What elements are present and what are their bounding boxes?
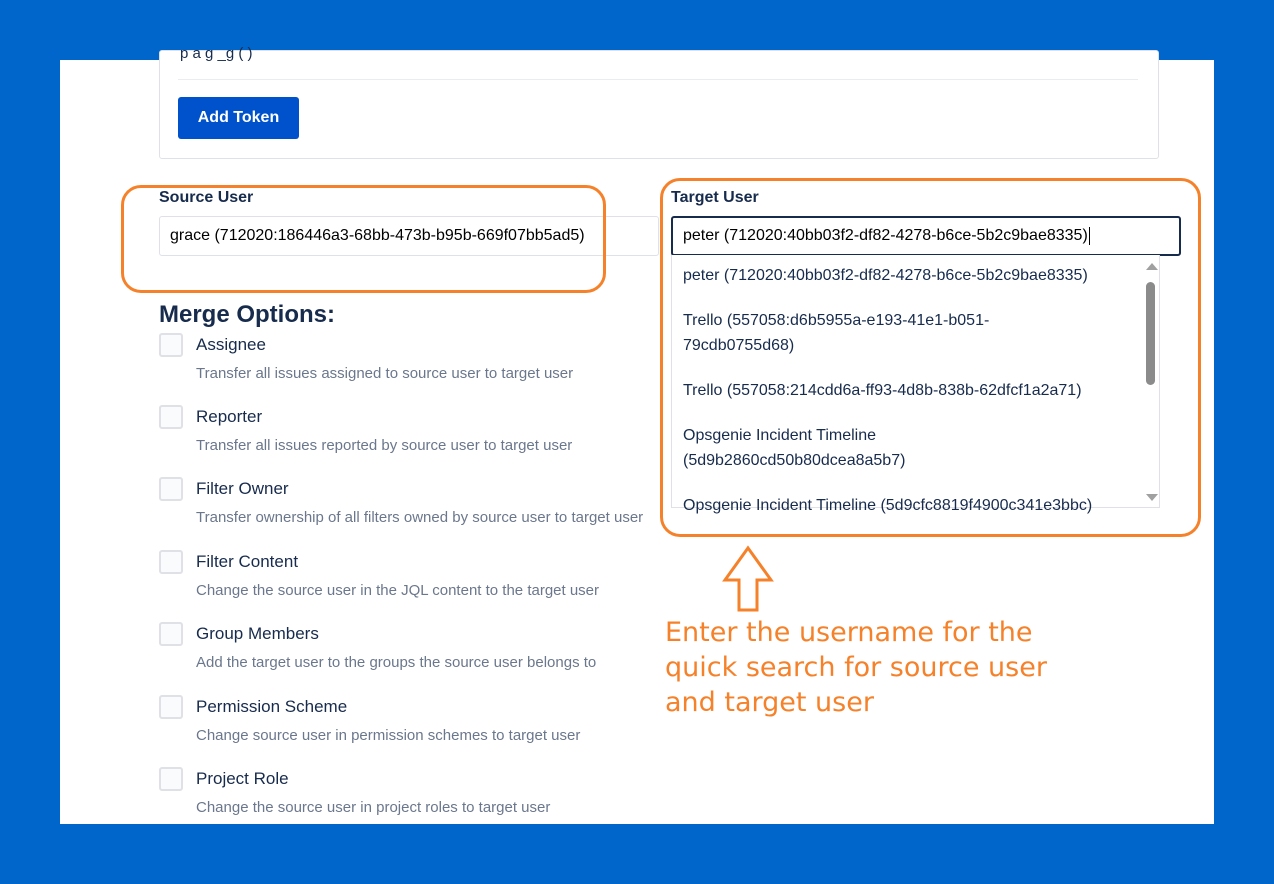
token-row-text: p a g _g ( ) xyxy=(180,45,253,62)
source-user-value: grace (712020:186446a3-68bb-473b-b95b-669f07bb5ad5) xyxy=(170,227,585,244)
up-arrow-icon xyxy=(722,545,774,613)
suggestion-item[interactable]: Opsgenie Incident Timeline (5d9b2860cd50b80dcea8a5b7) xyxy=(683,427,906,469)
option-description: Transfer all issues reported by source user to target user xyxy=(196,437,573,454)
option-filter-content xyxy=(159,550,679,606)
target-user-highlight xyxy=(660,178,1201,537)
target-user-value: peter (712020:40bb03f2-df82-4278-b6ce-5b2c9bae8335) xyxy=(683,227,1088,244)
project-role-checkbox[interactable] xyxy=(159,767,183,791)
annotation-text: Enter the username for the quick search for source user and target user xyxy=(665,617,1047,718)
option-reporter xyxy=(159,405,679,461)
option-assignee xyxy=(159,333,679,389)
option-project-role xyxy=(159,767,679,823)
option-permission-scheme xyxy=(159,695,679,751)
assignee-checkbox[interactable] xyxy=(159,333,183,357)
group-members-checkbox[interactable] xyxy=(159,622,183,646)
token-card xyxy=(159,45,1159,159)
option-description: Change the source user in project roles to target user xyxy=(196,799,551,816)
source-user-highlight xyxy=(121,185,606,293)
option-description: Change the source user in the JQL content to the target user xyxy=(196,582,600,599)
option-label: Assignee xyxy=(196,335,266,354)
option-description: Transfer ownership of all filters owned by source user to target user xyxy=(196,509,644,526)
option-description: Add the target user to the groups the source user belongs to xyxy=(196,654,597,671)
suggestion-item[interactable]: Trello (557058:214cdd6a-ff93-4d8b-838b-62dfcf1a2a71) xyxy=(683,382,1082,399)
merge-options-title: Merge Options: xyxy=(159,301,336,328)
token-row xyxy=(178,45,1138,80)
option-label: Group Members xyxy=(196,624,319,643)
option-description: Change source user in permission schemes to target user xyxy=(196,727,581,744)
option-label: Project Role xyxy=(196,769,289,788)
suggestion-item[interactable]: Trello (557058:d6b5955a-e193-41e1-b051-79cdb0755d68) xyxy=(683,312,990,354)
option-label: Filter Owner xyxy=(196,479,289,498)
option-filter-owner xyxy=(159,477,679,533)
option-label: Filter Content xyxy=(196,552,299,571)
filter-owner-checkbox[interactable] xyxy=(159,477,183,501)
option-group-members xyxy=(159,622,679,678)
option-description: Transfer all issues assigned to source user to target user xyxy=(196,365,574,382)
source-user-label: Source User xyxy=(159,189,254,206)
add-token-button[interactable]: Add Token xyxy=(178,97,299,139)
reporter-checkbox[interactable] xyxy=(159,405,183,429)
filter-content-checkbox[interactable] xyxy=(159,550,183,574)
suggestion-item[interactable]: Opsgenie Incident Timeline (5d9cfc8819f4900c341e3bbc) xyxy=(683,497,1093,514)
option-label: Reporter xyxy=(196,407,263,426)
target-user-label: Target User xyxy=(671,189,759,206)
permission-scheme-checkbox[interactable] xyxy=(159,695,183,719)
suggestion-item[interactable]: peter (712020:40bb03f2-df82-4278-b6ce-5b2c9bae8335) xyxy=(683,267,1088,284)
option-label: Permission Scheme xyxy=(196,697,348,716)
